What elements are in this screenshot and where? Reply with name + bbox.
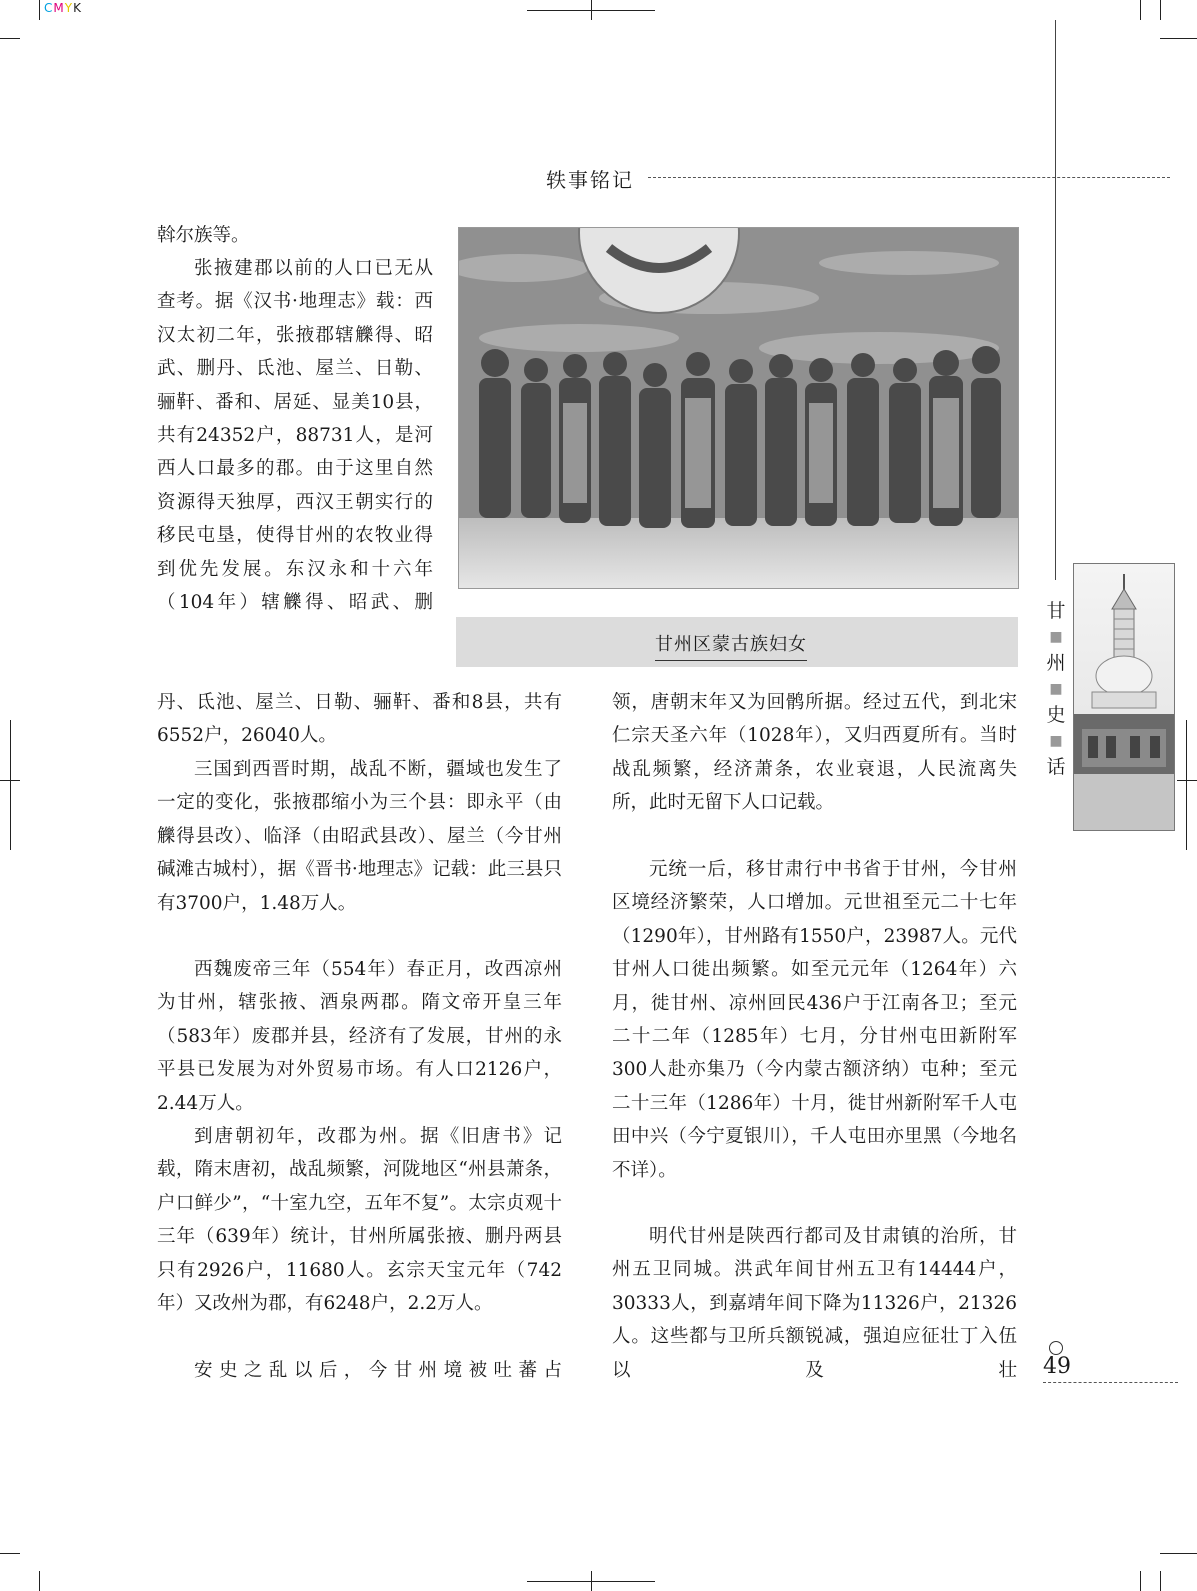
paragraph: 领，唐朝末年又为回鹘所据。经过五代，到北宋仁宗天圣六年（1028年），又归西夏所有。当时战乱频繁，经济萧条，农业衰退，人民流离失所，此时无留下人口记载。 <box>612 692 1017 814</box>
crop-mark <box>1160 1571 1161 1591</box>
photo-illustration <box>459 228 1018 588</box>
crop-mark <box>0 38 20 39</box>
paragraph: 明代甘州是陕西行都司及甘肃镇的治所，甘州五卫同城。洪武年间甘州五卫有14444户，30333人，到嘉靖年间下降为11326户，21326人。这些都与卫所兵额锐减，强迫应征壮丁入伍以及壮 <box>612 1226 1017 1381</box>
margin-vertical-rule <box>1055 20 1056 580</box>
page-number: 49 <box>1043 1354 1071 1379</box>
crop-mark <box>39 0 40 20</box>
pagoda-illustration <box>1074 564 1174 830</box>
side-char: 史 <box>1046 704 1066 726</box>
crop-mark <box>1140 1571 1141 1591</box>
footer-dashed-rule <box>1043 1382 1178 1383</box>
side-char: 州 <box>1046 652 1066 674</box>
crop-mark <box>1160 0 1161 20</box>
header-dashed-rule <box>648 177 1170 178</box>
paragraph: 西魏废帝三年（554年）春正月，改西凉州为甘州，辖张掖、酒泉两郡。隋文帝开皇三年（583年）废郡并县，经济有了发展，甘州的永平县已发展为对外贸易市场。有人口2126户，2.44万人。 <box>157 959 562 1114</box>
paragraph: 张掖建郡以前的人口已无从查考。据《汉书·地理志》载：西汉太初二年，张掖郡辖觻得、昭武、删丹、氐池、屋兰、日勒、骊靬、番和、居延、显美10县，共有24352户，88731人，是河西人口最多的郡。由于这里自然资源得天独厚，西汉王朝实行的移民屯垦，使得甘州的农牧业得到优先发展。东汉永和十六年（104年）辖觻得、昭武、删 <box>157 258 433 614</box>
paragraph: 元统一后，移甘肃行中书省于甘州，今甘州区境经济繁荣，人口增加。元世祖至元二十七年（1290年），甘州路有1550户，23987人。元代甘州人口徙出频繁。如至元元年（1264年）六月，徙甘州、凉州回民436户于江南各卫；至元二十二年（1285年）七月，分甘州屯田新附军300人赴亦集乃（今内蒙古额济纳）屯种；至元二十三年（1286年）十月，徙甘州新附军千人屯田中兴（今宁夏银川），千人屯田亦里黑（今地名不详）。 <box>612 859 1017 1181</box>
side-char: ■ <box>1049 733 1063 749</box>
photo-mongolian-women <box>458 227 1019 589</box>
page-number-dot <box>1049 1341 1063 1355</box>
crop-mark <box>1186 720 1187 850</box>
side-tab-label <box>1046 598 1066 780</box>
crop-mark <box>1160 1553 1197 1554</box>
paragraph: 安史之乱以后，今甘州境被吐蕃占 <box>194 1360 562 1381</box>
crop-mark <box>1160 38 1197 39</box>
paragraph: 斡尔族等。 <box>157 225 250 246</box>
crop-mark <box>591 0 592 20</box>
crop-mark <box>591 1571 592 1591</box>
side-photo-pagoda <box>1073 563 1175 831</box>
crop-mark <box>10 720 11 850</box>
side-char: 甘 <box>1046 600 1066 622</box>
side-char: ■ <box>1049 629 1063 645</box>
crop-mark <box>0 1553 20 1554</box>
crop-mark <box>39 1571 40 1591</box>
side-char: ■ <box>1049 681 1063 697</box>
paragraph: 丹、氐池、屋兰、日勒、骊靬、番和8县，共有6552户，26040人。 <box>157 692 562 747</box>
photo-caption: 甘州区蒙古族妇女 <box>655 630 807 661</box>
section-header: 轶事铭记 <box>546 168 634 192</box>
crop-mark <box>1177 780 1197 781</box>
paragraph: 到唐朝初年，改郡为州。据《旧唐书》记载，隋末唐初，战乱频繁，河陇地区“州县萧条，户口鲜少”，“十室九空，五年不复”。太宗贞观十三年（639年）统计，甘州所属张掖、删丹两县只有2926户，11680人。玄宗天宝元年（742年）又改州为郡，有6248户，2.2万人。 <box>157 1126 562 1315</box>
cmyk-color-bar: CMYK <box>44 1 82 15</box>
side-char: 话 <box>1046 756 1066 778</box>
paragraph: 三国到西晋时期，战乱不断，疆域也发生了一定的变化，张掖郡缩小为三个县：即永平（由觻得县改）、临泽（由昭武县改）、屋兰（今甘州碱滩古城村），据《晋书·地理志》记载：此三县只有3700户，1.48万人。 <box>157 759 562 914</box>
crop-mark <box>1140 0 1141 20</box>
